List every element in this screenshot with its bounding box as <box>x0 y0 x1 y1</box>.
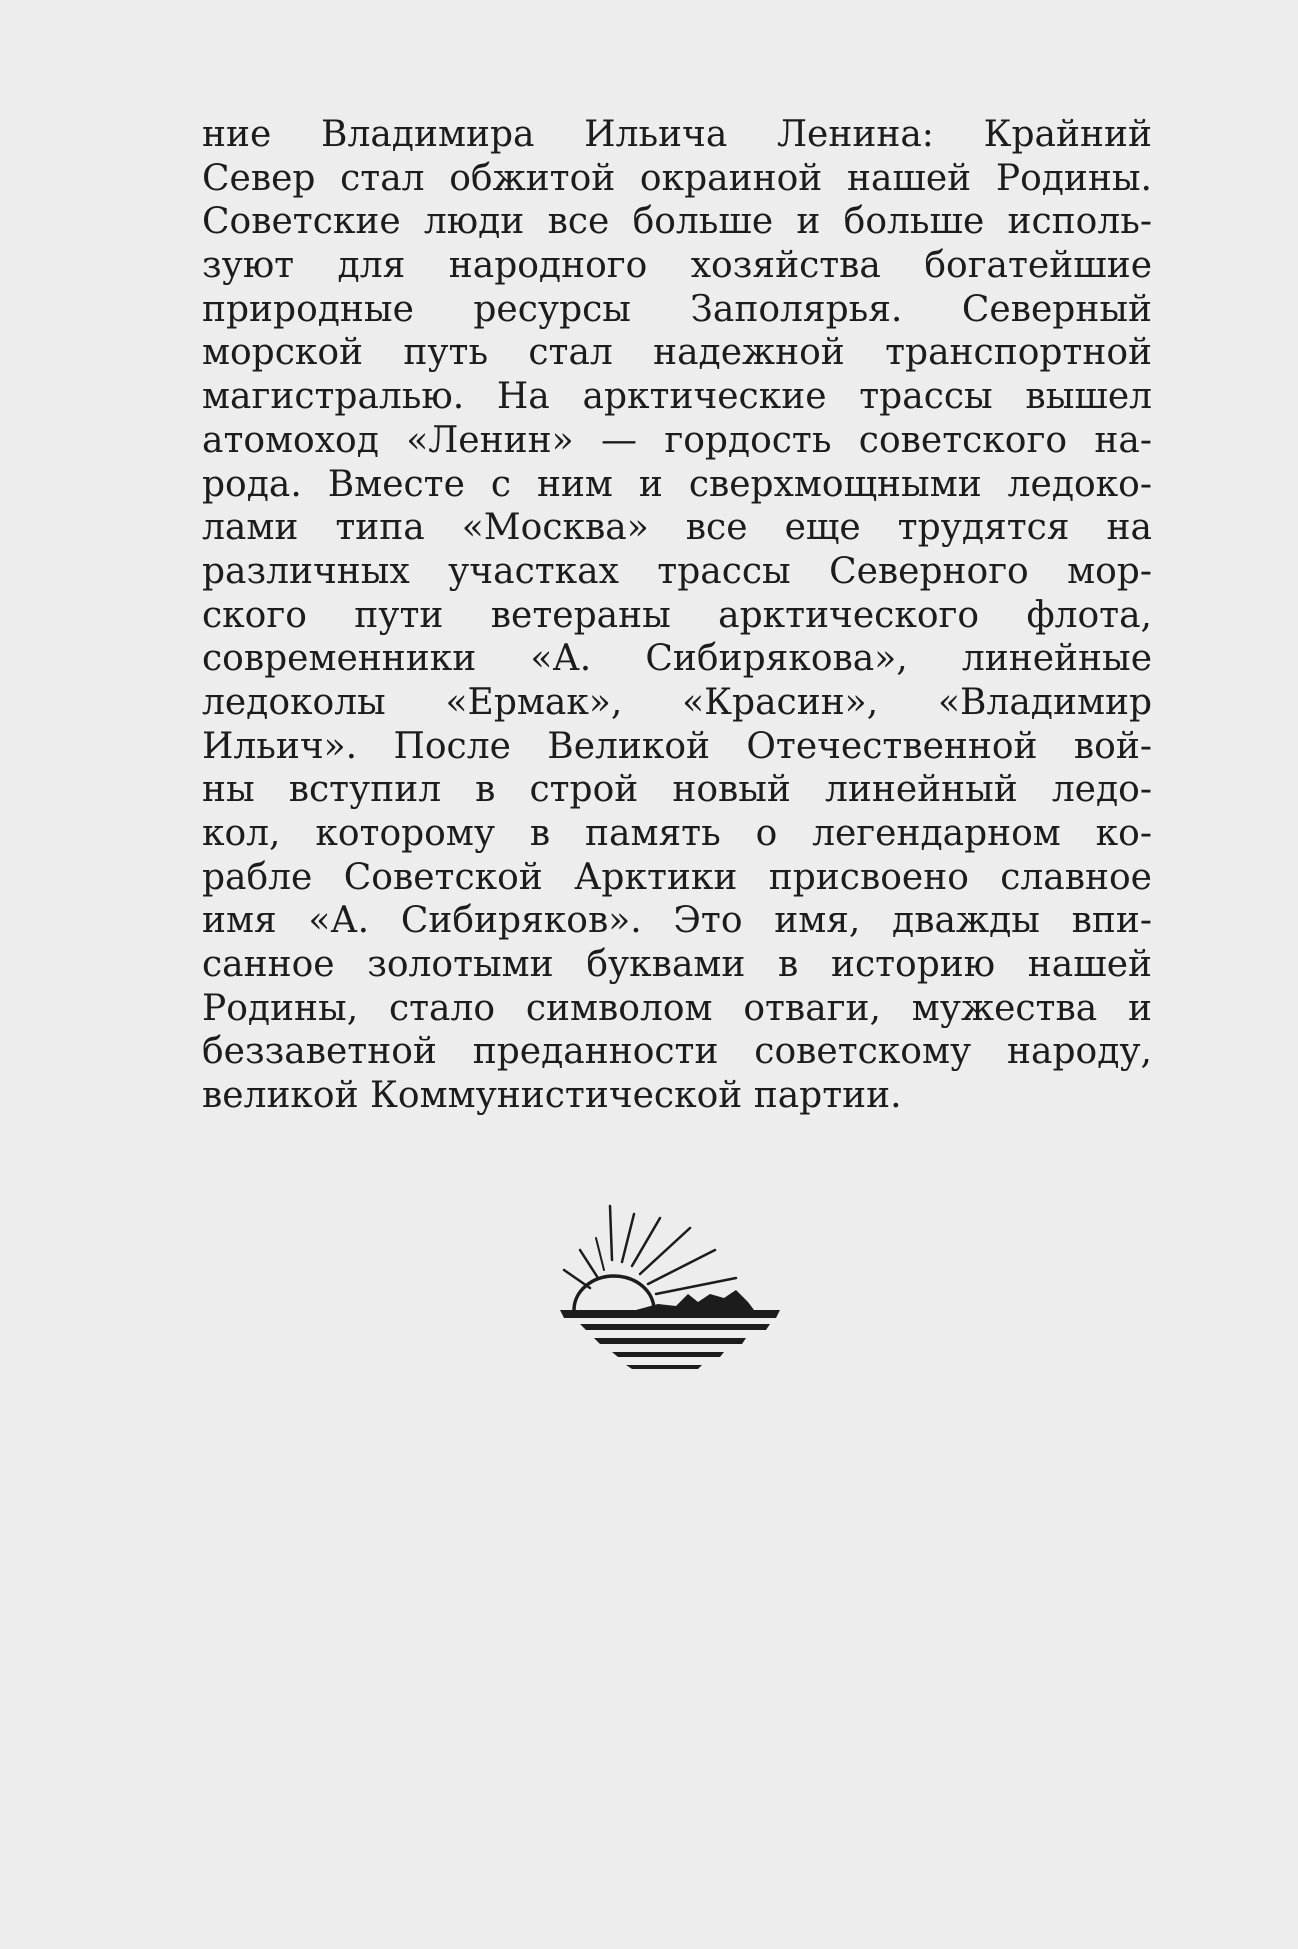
text-line: различных участках трассы Северного мор- <box>202 550 1152 592</box>
text-line: атомоход «Ленин» — гордость советского на- <box>202 419 1152 461</box>
text-line: Советские люди все больше и больше исполь- <box>202 201 1152 243</box>
text-line: ского пути ветераны арктического флота, <box>202 594 1152 636</box>
text-line: Ильич». После Великой Отечественной вой- <box>202 725 1152 767</box>
text-line: Север стал обжитой окраиной нашей Родины. <box>202 157 1152 199</box>
body-text <box>202 113 1152 1118</box>
text-line: санное золотыми буквами в историю нашей <box>202 944 1152 986</box>
text-line: ледоколы «Ермак», «Красин», «Владимир <box>202 681 1152 723</box>
text-line: современники «А. Сибирякова», линейные <box>202 638 1152 680</box>
text-line: природные ресурсы Заполярья. Северный <box>202 288 1152 330</box>
sunset-over-sea-icon <box>540 1198 800 1398</box>
text-line: рабле Советской Арктики присвоено славное <box>202 856 1152 898</box>
text-line: имя «А. Сибиряков». Это имя, дважды впи- <box>202 900 1152 942</box>
text-line: ны вступил в строй новый линейный ледо- <box>202 769 1152 811</box>
text-line: ние Владимира Ильича Ленина: Крайний <box>202 114 1152 155</box>
text-line: беззаветной преданности советскому народу, <box>202 1031 1152 1073</box>
text-line: магистралью. На арктические трассы вышел <box>202 376 1152 418</box>
text-line: морской путь стал надежной транспортной <box>202 332 1152 374</box>
text-line: рода. Вместе с ним и сверхмощными ледоко- <box>202 463 1152 505</box>
text-line: Родины, стало символом отваги, мужества и <box>202 987 1152 1029</box>
text-line: лами типа «Москва» все еще трудятся на <box>202 507 1152 549</box>
text-line: кол, которому в память о легендарном ко- <box>202 813 1152 854</box>
text-line: зуют для народного хозяйства богатейшие <box>202 245 1152 287</box>
text-line: великой Коммунистической партии. <box>202 1075 902 1117</box>
